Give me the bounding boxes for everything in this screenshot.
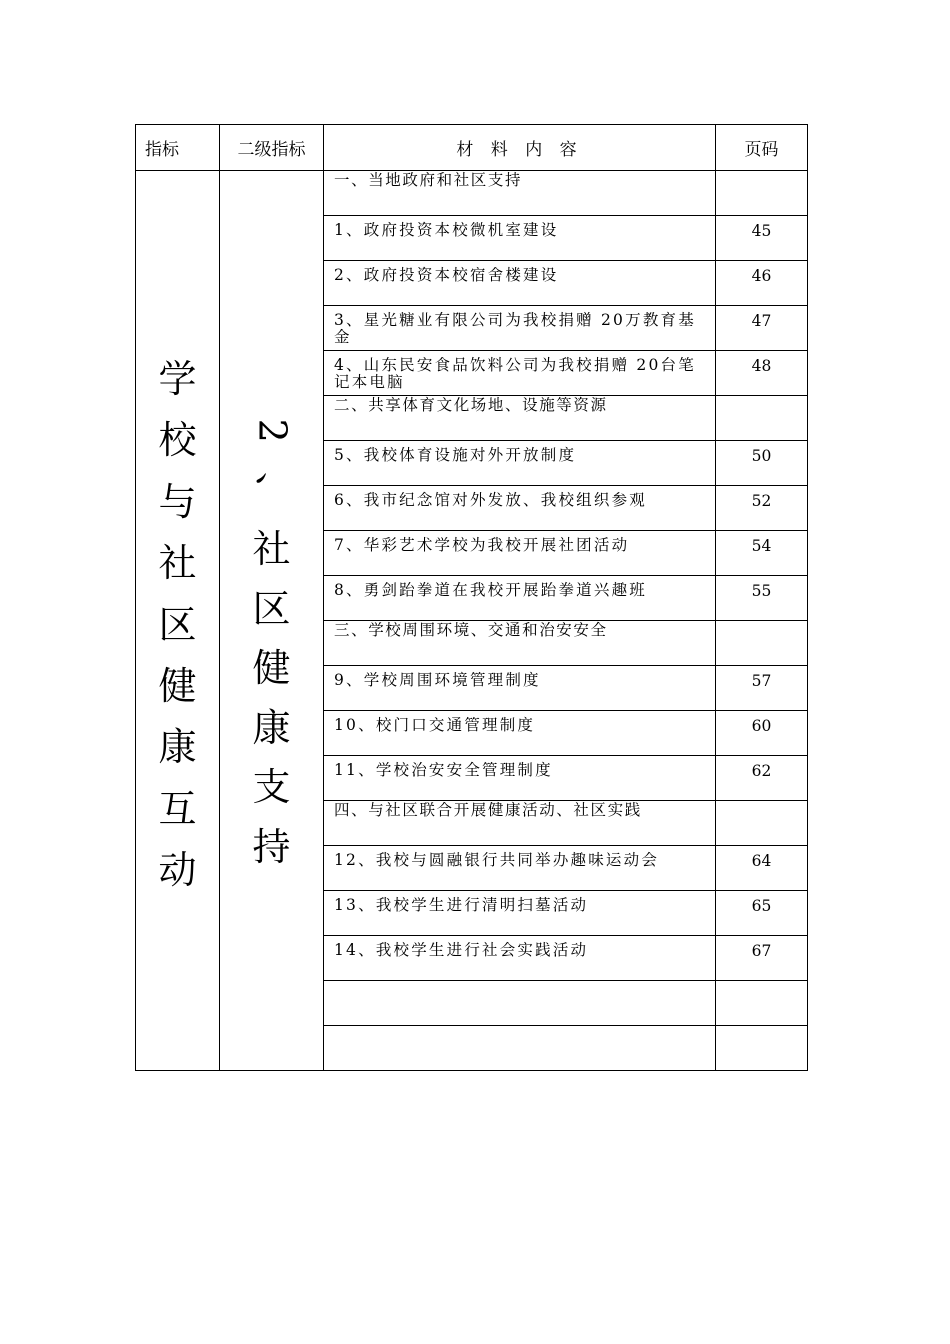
indicator-char: 社 <box>158 541 197 586</box>
content-item: 10、校门口交通管理制度 <box>324 711 716 756</box>
section-heading: 一、当地政府和社区支持 <box>324 171 716 216</box>
page-number: 45 <box>716 216 808 261</box>
page-number: 55 <box>716 576 808 621</box>
header-page: 页码 <box>716 125 808 171</box>
content-item: 3、星光糖业有限公司为我校捐赠 20万教育基金 <box>324 306 716 351</box>
content-item <box>324 1026 716 1071</box>
content-item: 8、勇剑跆拳道在我校开展跆拳道兴趣班 <box>324 576 716 621</box>
page-number: 60 <box>716 711 808 756</box>
indicator-char: 健 <box>158 664 197 709</box>
page-number: 52 <box>716 486 808 531</box>
page-number: 57 <box>716 666 808 711</box>
page-number: 67 <box>716 936 808 981</box>
header-indicator: 指标 <box>136 125 220 171</box>
header-row <box>136 125 808 171</box>
page-number: 62 <box>716 756 808 801</box>
sub-indicator-char: 健 <box>252 646 291 690</box>
page-number: 64 <box>716 846 808 891</box>
page-number: 46 <box>716 261 808 306</box>
content-item: 5、我校体育设施对外开放制度 <box>324 441 716 486</box>
section-heading: 二、共享体育文化场地、设施等资源 <box>324 396 716 441</box>
page-number <box>716 621 808 666</box>
content-item: 11、学校治安安全管理制度 <box>324 756 716 801</box>
content-item: 4、山东民安食品饮料公司为我校捐赠 20台笔记本电脑 <box>324 351 716 396</box>
sub-indicator-char: 、 <box>250 471 295 510</box>
indicator-char: 动 <box>158 848 197 893</box>
sub-indicator-char: 康 <box>252 705 291 750</box>
page-number <box>716 1026 808 1071</box>
page-number: 47 <box>716 306 808 351</box>
content-item: 6、我市纪念馆对外发放、我校组织参观 <box>324 486 716 531</box>
sub-indicator-char: 2 <box>250 418 295 443</box>
content-item: 7、华彩艺术学校为我校开展社团活动 <box>324 531 716 576</box>
sub-indicator-char: 区 <box>252 586 291 631</box>
indicator-char: 康 <box>158 725 197 770</box>
table-body <box>136 171 808 1071</box>
content-item: 13、我校学生进行清明扫墓活动 <box>324 891 716 936</box>
page-number <box>716 801 808 846</box>
page-number: 50 <box>716 441 808 486</box>
indicator-char: 互 <box>158 786 197 831</box>
sub-indicator-char: 支 <box>252 765 291 809</box>
content-item: 1、政府投资本校微机室建设 <box>324 216 716 261</box>
page-number: 48 <box>716 351 808 396</box>
header-sub-indicator: 二级指标 <box>220 125 324 171</box>
page-number <box>716 981 808 1026</box>
materials-table <box>135 124 808 1071</box>
content-item: 9、学校周围环境管理制度 <box>324 666 716 711</box>
page-number: 54 <box>716 531 808 576</box>
sub-indicator-cell <box>220 171 324 1071</box>
indicator-char: 区 <box>158 602 197 647</box>
content-item: 2、政府投资本校宿舍楼建设 <box>324 261 716 306</box>
section-heading: 三、学校周围环境、交通和治安安全 <box>324 621 716 666</box>
indicator-char: 学 <box>158 357 197 401</box>
content-item <box>324 981 716 1026</box>
section-heading: 四、与社区联合开展健康活动、社区实践 <box>324 801 716 846</box>
indicator-char: 与 <box>158 479 197 524</box>
indicator-char: 校 <box>158 418 197 463</box>
content-item: 14、我校学生进行社会实践活动 <box>324 936 716 981</box>
content-item: 12、我校与圆融银行共同举办趣味运动会 <box>324 846 716 891</box>
sub-indicator-char: 社 <box>252 527 291 571</box>
page-number <box>716 171 808 216</box>
page-number: 65 <box>716 891 808 936</box>
table-row <box>136 171 808 216</box>
header-content: 材 料 内 容 <box>324 125 716 171</box>
indicator-cell <box>136 171 220 1071</box>
page-number <box>716 396 808 441</box>
sub-indicator-char: 持 <box>252 824 291 869</box>
